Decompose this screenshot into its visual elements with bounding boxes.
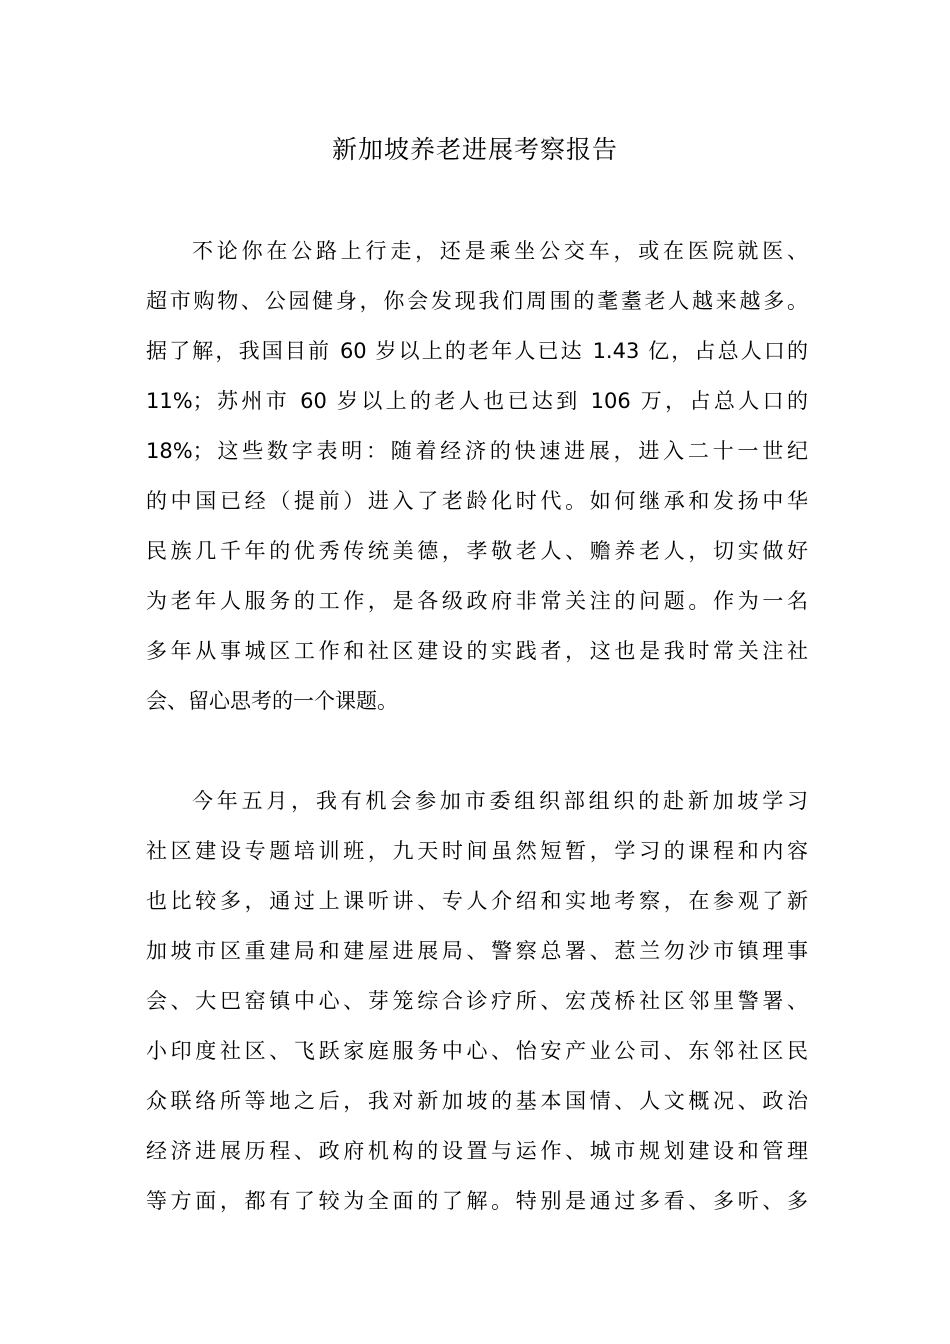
paragraph-line: 等方面，都有了较为全面的了解。特别是通过多看、多听、多 [146,1189,808,1213]
paragraph-line: 据了解，我国目前 60 岁以上的老年人已达 1.43 亿，占总人口的 [146,339,808,363]
paragraph-2 [146,776,808,1226]
paragraph-line: 的中国已经（提前）进入了老龄化时代。如何继承和发扬中华 [146,489,808,513]
paragraph-line: 为老年人服务的工作，是各级政府非常关注的问题。作为一名 [146,589,808,613]
paragraph-line: 经济进展历程、政府机构的设置与运作、城市规划建设和管理 [146,1139,808,1163]
paragraph-line: 会、大巴窑镇中心、芽笼综合诊疗所、宏茂桥社区邻里警署、 [146,989,808,1013]
paragraph-line: 18%；这些数字表明：随着经济的快速进展，进入二十一世纪 [146,439,808,463]
document-title: 新加坡养老进展考察报告 [331,135,618,164]
paragraph-1 [146,226,808,726]
paragraph-line: 加坡市区重建局和建屋进展局、警察总署、惹兰勿沙市镇理事 [146,939,808,963]
paragraph-line: 民族几千年的优秀传统美德，孝敬老人、赡养老人，切实做好 [146,539,808,563]
paragraph-line: 社区建设专题培训班，九天时间虽然短暂，学习的课程和内容 [146,839,808,863]
paragraph-line: 不论你在公路上行走，还是乘坐公交车，或在医院就医、 [192,239,808,263]
paragraph-line: 众联络所等地之后，我对新加坡的基本国情、人文概况、政治 [146,1089,808,1113]
paragraph-line: 11%；苏州市 60 岁以上的老人也已达到 106 万，占总人口的 [146,389,808,413]
paragraph-line: 也比较多，通过上课听讲、专人介绍和实地考察，在参观了新 [146,889,808,913]
paragraph-line: 多年从事城区工作和社区建设的实践者，这也是我时常关注社 [146,639,808,663]
paragraph-line: 会、留心思考的一个课题。 [146,689,398,713]
paragraph-line: 今年五月，我有机会参加市委组织部组织的赴新加坡学习 [192,789,808,813]
paragraph-line: 小印度社区、飞跃家庭服务中心、怡安产业公司、东邻社区民 [146,1039,808,1063]
paragraph-line: 超市购物、公园健身，你会发现我们周围的耄耋老人越来越多。 [146,289,808,313]
